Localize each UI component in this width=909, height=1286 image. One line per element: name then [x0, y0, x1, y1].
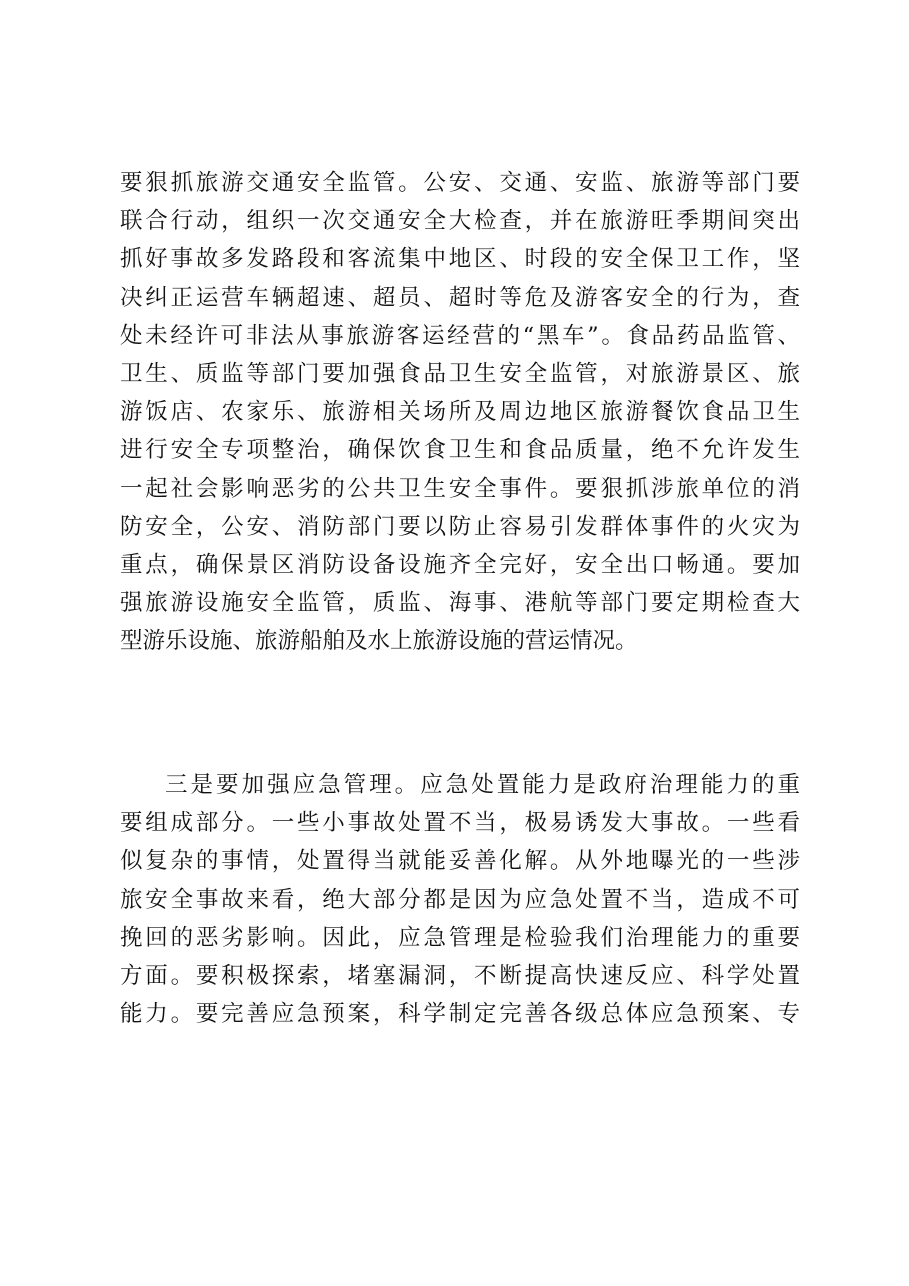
text-line: 三是要加强应急管理。应急处置能力是政府治理能力的重 — [165, 772, 800, 798]
text-line: 重点，确保景区消防设备设施齐全完好，安全出口畅通。要加 — [120, 551, 800, 578]
paragraph-tourism-safety-supervision — [120, 164, 800, 660]
text-line: 方面。要积极探索，堵塞漏洞，不断提高快速反应、科学处置 — [120, 962, 800, 989]
text-line: 进行安全专项整治，确保饮食卫生和食品质量，绝不允许发生 — [120, 437, 800, 464]
text-line: 卫生、质监等部门要加强食品卫生安全监管，对旅游景区、旅 — [120, 360, 800, 387]
text-line: 决纠正运营车辆超速、超员、超时等危及游客安全的行为，查 — [120, 284, 800, 311]
text-line: 要组成部分。一些小事故处置不当，极易诱发大事故。一些看 — [120, 810, 800, 837]
paragraph-emergency-management — [120, 766, 800, 1033]
text-line: 要狠抓旅游交通安全监管。公安、交通、安监、旅游等部门要 — [120, 170, 800, 196]
text-line: 游饭店、农家乐、旅游相关场所及周边地区旅游餐饮食品卫生 — [120, 399, 800, 426]
text-line: 一起社会影响恶劣的公共卫生安全事件。要狠抓涉旅单位的消 — [120, 475, 800, 502]
text-line: 型游乐设施、旅游船舶及水上旅游设施的营运情况。 — [120, 628, 638, 655]
text-line: 能力。要完善应急预案，科学制定完善各级总体应急预案、专 — [120, 1001, 800, 1028]
text-line: 处未经许可非法从事旅游客运经营的“黑车”。食品药品监管、 — [120, 322, 800, 349]
text-line: 防安全，公安、消防部门要以防止容易引发群体事件的火灾为 — [120, 513, 800, 540]
text-line: 联合行动，组织一次交通安全大检查，并在旅游旺季期间突出 — [120, 208, 800, 235]
text-line: 抓好事故多发路段和客流集中地区、时段的安全保卫工作，坚 — [120, 246, 800, 273]
text-line: 旅安全事故来看，绝大部分都是因为应急处置不当，造成不可 — [120, 886, 800, 913]
text-line: 似复杂的事情，处置得当就能妥善化解。从外地曝光的一些涉 — [120, 848, 800, 875]
text-line: 挽回的恶劣影响。因此，应急管理是检验我们治理能力的重要 — [120, 924, 800, 951]
text-line: 强旅游设施安全监管，质监、海事、港航等部门要定期检查大 — [120, 590, 800, 617]
